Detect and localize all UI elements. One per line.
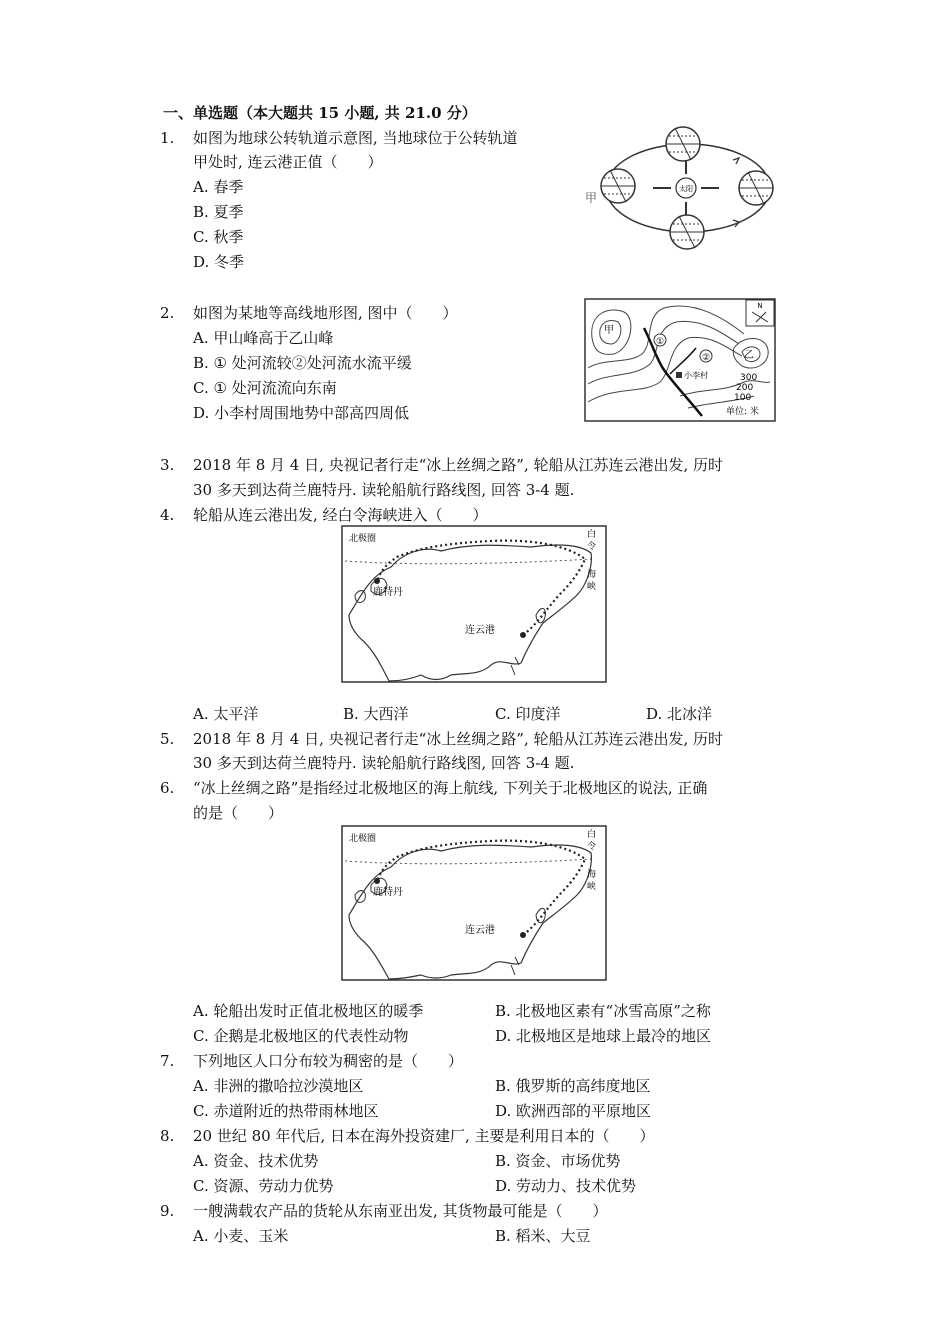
bering-label-1: 白	[587, 530, 597, 540]
contour-100-label: 100	[734, 393, 752, 403]
q9-option-b[interactable]: B. 稻米、大豆	[495, 1227, 591, 1245]
bering-label-2: 令	[587, 542, 597, 552]
q1-option-b[interactable]: B. 夏季	[193, 203, 244, 221]
q7-option-b[interactable]: B. 俄罗斯的高纬度地区	[495, 1077, 651, 1095]
q6-option-d[interactable]: D. 北极地区是地球上最冷的地区	[495, 1027, 712, 1045]
bering-label-1: 白	[587, 830, 597, 840]
q2-option-d[interactable]: D. 小李村周围地势中部高四周低	[193, 404, 410, 422]
arctic-circle-label: 北极圈	[349, 534, 377, 544]
earth-left-icon	[601, 169, 635, 203]
position-jia-label: 甲	[585, 191, 598, 205]
q5-line2: 30 多天到达荷兰鹿特丹. 读轮船航行路线图, 回答 3-4 题.	[193, 754, 575, 772]
contour-300-label: 300	[740, 373, 758, 383]
sun-label: 太阳	[679, 185, 693, 193]
q7-stem: 下列地区人口分布较为稠密的是（ ）	[193, 1052, 464, 1070]
earth-bottom-icon	[670, 215, 704, 249]
q9-option-a[interactable]: A. 小麦、玉米	[193, 1227, 289, 1245]
q6-line1: “冰上丝绸之路”是指经过北极地区的海上航线, 下列关于北极地区的说法, 正确	[193, 779, 708, 797]
peak-yi-label: 乙	[744, 350, 754, 361]
q8-option-b[interactable]: B. 资金、市场优势	[495, 1152, 621, 1170]
q5-line1: 2018 年 8 月 4 日, 央视记者行走“冰上丝绸之路”, 轮船从江苏连云港出发, 历时	[193, 730, 724, 748]
q8-option-a[interactable]: A. 资金、技术优势	[193, 1152, 319, 1170]
q1-option-a[interactable]: A. 春季	[193, 178, 244, 196]
q7-option-d[interactable]: D. 欧洲西部的平原地区	[495, 1102, 652, 1120]
q3-line1: 2018 年 8 月 4 日, 央视记者行走“冰上丝绸之路”, 轮船从江苏连云港出发, 历时	[193, 456, 724, 474]
contour-map	[584, 298, 776, 422]
river-point-1-label: ①	[655, 337, 665, 347]
peak-jia-label: 甲	[604, 325, 614, 336]
village-label: 小李村	[684, 371, 708, 380]
q8-stem: 20 世纪 80 年代后, 日本在海外投资建厂, 主要是利用日本的（ ）	[193, 1127, 655, 1145]
q4-option-a[interactable]: A. 太平洋	[193, 705, 259, 723]
q6-option-b[interactable]: B. 北极地区素有“冰雪高原”之称	[495, 1002, 711, 1020]
q8-number: 8.	[160, 1127, 175, 1145]
q8-option-d[interactable]: D. 劳动力、技术优势	[495, 1177, 637, 1195]
lianyungang-label: 连云港	[465, 925, 495, 936]
route-map-2	[341, 825, 607, 981]
bering-label-4: 峡	[587, 582, 597, 592]
q1-stem-line2: 甲处时, 连云港正值（ ）	[193, 153, 383, 171]
q2-number: 2.	[160, 304, 175, 322]
q6-number: 6.	[160, 779, 175, 797]
q9-number: 9.	[160, 1202, 175, 1220]
bering-label-3: 海	[587, 570, 597, 580]
river-point-2-label: ②	[701, 353, 711, 363]
q3-line2: 30 多天到达荷兰鹿特丹. 读轮船航行路线图, 回答 3-4 题.	[193, 481, 575, 499]
q9-stem: 一艘满载农产品的货轮从东南亚出发, 其货物最可能是（ ）	[193, 1202, 608, 1220]
q4-option-c[interactable]: C. 印度洋	[495, 705, 561, 723]
earth-right-icon	[739, 171, 773, 205]
q8-option-c[interactable]: C. 资源、劳动力优势	[193, 1177, 334, 1195]
arctic-circle-label: 北极圈	[349, 834, 377, 844]
q1-number: 1.	[160, 129, 175, 147]
orbit-arrow-icon	[733, 158, 739, 164]
q6-option-a[interactable]: A. 轮船出发时正值北极地区的暖季	[193, 1002, 424, 1020]
earth-top-icon	[666, 127, 700, 161]
q4-option-d[interactable]: D. 北冰洋	[646, 705, 713, 723]
route-map-1	[341, 525, 607, 683]
q7-number: 7.	[160, 1052, 175, 1070]
q5-number: 5.	[160, 730, 175, 748]
rotterdam-label: 鹿特丹	[373, 887, 403, 898]
lianyungang-label: 连云港	[465, 625, 495, 636]
q7-option-c[interactable]: C. 赤道附近的热带雨林地区	[193, 1102, 379, 1120]
rotterdam-label: 鹿特丹	[373, 587, 403, 598]
section-title: 一、单选题（本大题共 15 小题, 共 21.0 分）	[163, 104, 477, 122]
bering-label-3: 海	[587, 870, 597, 880]
q2-option-b[interactable]: B. ① 处河流较②处河流水流平缓	[193, 354, 412, 372]
q1-option-c[interactable]: C. 秋季	[193, 228, 244, 246]
orbit-diagram	[583, 118, 783, 258]
north-label: N	[757, 302, 763, 310]
q2-option-a[interactable]: A. 甲山峰高于乙山峰	[193, 329, 334, 347]
q2-option-c[interactable]: C. ① 处河流流向东南	[193, 379, 337, 397]
q4-number: 4.	[160, 506, 175, 524]
unit-label: 单位: 米	[726, 407, 759, 417]
q1-stem-line1: 如图为地球公转轨道示意图, 当地球位于公转轨道	[193, 129, 518, 147]
q1-option-d[interactable]: D. 冬季	[193, 253, 245, 271]
q6-line2: 的是（ ）	[193, 804, 284, 822]
q4-stem: 轮船从连云港出发, 经白令海峡进入（ ）	[193, 506, 488, 524]
q2-stem: 如图为某地等高线地形图, 图中（ ）	[193, 304, 458, 322]
bering-label-2: 令	[587, 842, 597, 852]
q7-option-a[interactable]: A. 非洲的撒哈拉沙漠地区	[193, 1077, 364, 1095]
q3-number: 3.	[160, 456, 175, 474]
bering-label-4: 峡	[587, 882, 597, 892]
q4-option-b[interactable]: B. 大西洋	[343, 705, 409, 723]
contour-200-label: 200	[736, 383, 754, 393]
q6-option-c[interactable]: C. 企鹅是北极地区的代表性动物	[193, 1027, 409, 1045]
